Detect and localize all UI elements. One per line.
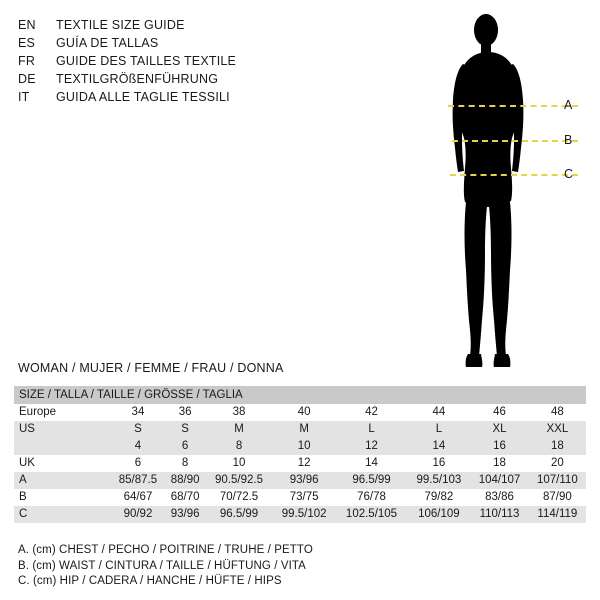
measure-label-c: C — [564, 167, 574, 181]
measure-line-chest — [448, 105, 578, 107]
table-row — [14, 438, 586, 455]
cell: 110/113 — [479, 508, 520, 520]
language-code: ES — [18, 36, 36, 50]
cell: 16 — [493, 440, 506, 452]
cell: 99.5/102 — [281, 508, 327, 520]
cell: 85/87.5 — [118, 474, 158, 486]
cell: 14 — [365, 457, 378, 469]
language-row — [18, 34, 338, 52]
legend-item-hip: C. (cm) HIP / CADERA / HANCHE / HÜFTE / HIPS — [18, 575, 282, 587]
cell: 12 — [297, 457, 311, 469]
table-row — [14, 404, 586, 421]
cell: 73/75 — [289, 491, 319, 503]
row-label: UK — [19, 457, 35, 469]
section-title: WOMAN / MUJER / FEMME / FRAU / DONNA — [18, 361, 284, 375]
table-row — [14, 489, 586, 506]
cell: XL — [492, 423, 507, 435]
measure-label-b: B — [564, 133, 573, 147]
table-row — [14, 472, 586, 489]
cell: 99.5/103 — [416, 474, 462, 486]
cell: 8 — [181, 457, 189, 469]
row-label — [14, 438, 111, 455]
language-row — [18, 70, 338, 88]
cell: 44 — [432, 406, 446, 418]
cell: 79/82 — [424, 491, 454, 503]
row-label: US — [19, 423, 35, 435]
language-title: TEXTILGRÖßENFÜHRUNG — [56, 72, 219, 86]
cell: 90.5/92.5 — [215, 474, 263, 486]
cell: 16 — [432, 457, 446, 469]
language-code: FR — [18, 54, 36, 68]
language-header — [18, 16, 338, 106]
row-label: C — [19, 508, 28, 520]
size-table — [14, 386, 586, 523]
cell: 96.5/99 — [352, 474, 391, 486]
cell: 38 — [232, 406, 246, 418]
cell: 64/67 — [123, 491, 153, 503]
cell: 8 — [235, 440, 243, 452]
cell: XXL — [546, 423, 569, 435]
language-title: GUIDA ALLE TAGLIE TESSILI — [56, 90, 230, 104]
measure-line-hip — [450, 174, 578, 176]
language-code: DE — [18, 72, 36, 86]
cell: 42 — [365, 406, 378, 418]
cell: S — [134, 423, 142, 435]
row-label: B — [19, 491, 27, 503]
cell: 14 — [432, 440, 446, 452]
cell: 20 — [550, 457, 564, 469]
cell: 6 — [134, 457, 142, 469]
measure-line-waist — [452, 140, 578, 142]
cell: 96.5/99 — [219, 508, 259, 520]
cell: 48 — [550, 406, 564, 418]
language-row — [18, 16, 338, 34]
cell: 40 — [297, 406, 311, 418]
cell: M — [234, 423, 244, 435]
table-row — [14, 506, 586, 523]
cell: 87/90 — [542, 491, 572, 503]
table-row — [14, 455, 586, 472]
cell: 70/72.5 — [219, 491, 259, 503]
cell: 93/96 — [170, 508, 200, 520]
cell: 10 — [232, 457, 246, 469]
language-row — [18, 52, 338, 70]
cell: 93/96 — [289, 474, 319, 486]
cell: 107/110 — [537, 474, 578, 486]
legend-item-waist: B. (cm) WAIST / CINTURA / TAILLE / HÜFTUNG / VITA — [18, 559, 306, 572]
table-header-row — [14, 386, 586, 404]
legend-item-chest: A. (cm) CHEST / PECHO / POITRINE / TRUHE / PETTO — [18, 544, 313, 556]
cell: 114/119 — [537, 508, 578, 520]
table-header-label: SIZE / TALLA / TAILLE / GRÖSSE / TAGLIA — [19, 389, 243, 401]
cell: 76/78 — [357, 491, 386, 503]
cell: 34 — [131, 406, 145, 418]
cell: M — [299, 423, 309, 435]
cell: 18 — [493, 457, 506, 469]
cell: L — [435, 423, 443, 435]
cell: 102.5/105 — [345, 508, 398, 520]
cell: 88/90 — [170, 474, 200, 486]
cell: 106/109 — [418, 508, 460, 520]
cell: 10 — [297, 440, 311, 452]
cell: L — [368, 423, 375, 435]
table-row — [14, 421, 586, 438]
cell: 18 — [550, 440, 564, 452]
language-title: TEXTILE SIZE GUIDE — [56, 18, 185, 32]
cell: S — [181, 423, 189, 435]
measure-label-a: A — [564, 98, 573, 112]
cell: 6 — [181, 440, 189, 452]
cell: 104/107 — [478, 474, 521, 486]
language-title: GUIDE DES TAILLES TEXTILE — [56, 54, 237, 68]
language-code: EN — [18, 18, 36, 32]
cell: 90/92 — [123, 508, 153, 520]
row-label: A — [19, 474, 27, 486]
cell: 36 — [178, 406, 192, 418]
cell: 46 — [493, 406, 506, 418]
cell: 68/70 — [170, 491, 200, 503]
cell: 83/86 — [485, 491, 514, 503]
cell: 12 — [365, 440, 378, 452]
body-figure — [420, 8, 595, 383]
language-title: GUÍA DE TALLAS — [56, 36, 159, 50]
measurement-legend — [18, 543, 578, 590]
female-silhouette-icon — [420, 8, 595, 383]
cell: 4 — [134, 440, 142, 452]
language-row — [18, 88, 338, 106]
row-label: Europe — [19, 406, 57, 418]
language-code: IT — [18, 90, 30, 104]
